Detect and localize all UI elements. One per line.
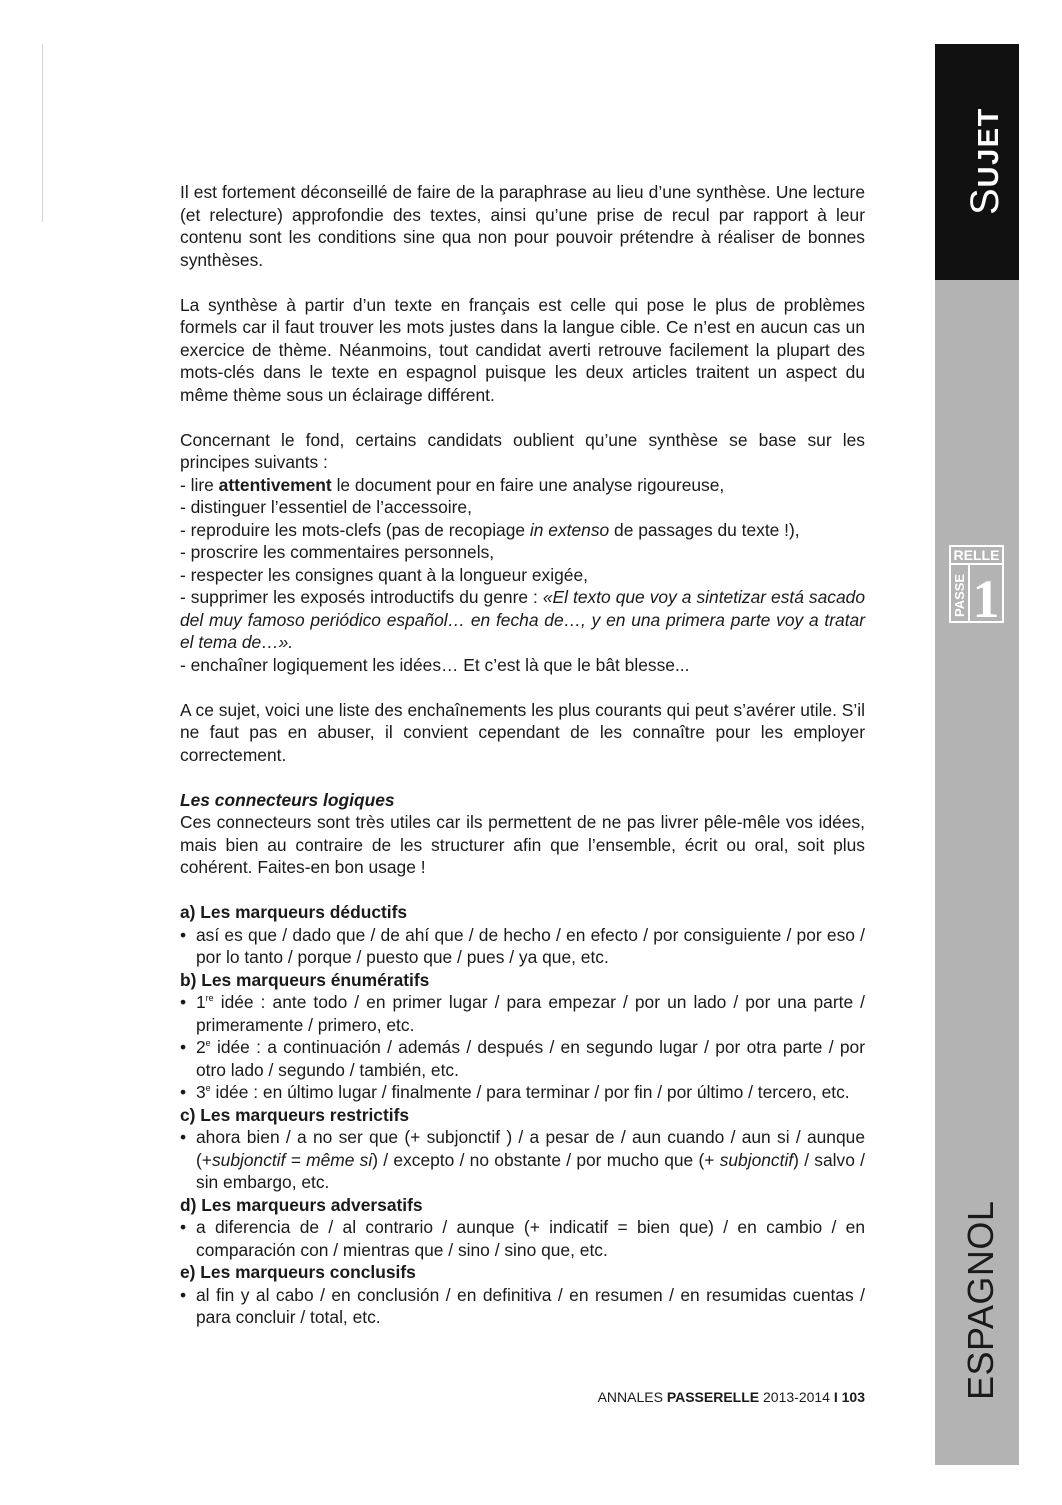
paragraph-synthese-francais: La synthèse à partir d’un texte en français est celle qui pose le plus de problèmes formels car il faut trouver les mots justes dans la langue cible. Ce n’est en aucun cas un exercice de thème. Néanmoins, tout candidat averti retrouve facilement la plupart des mots-clés dans le texte en espagnol puisque les deux articles traitent un aspect du même thème sous un éclairage différent. [180, 294, 865, 405]
connecteurs-title: Les connecteurs logiques [180, 789, 395, 810]
connecteurs-text: Ces connecteurs sont très utiles car ils permettent de ne pas livrer pêle-mêle vos idées, mais bien au contraire de les structurer afin que l’ensemble, écrit ou oral, soit plus cohérent. Faites-en bon usage ! [180, 812, 865, 877]
list-item: • a diferencia de / al contrario / aunque (+ indicatif = bien que) / en cambio / en comparación con / mientras que / sino / sino que, etc. [180, 1217, 865, 1260]
principle-item: - supprimer les exposés introductifs du genre : «El texto que voy a sintetizar está sacado del muy famoso periódico español… en fecha de…, y en una primera parte voy a tratar el tema de…». [180, 587, 866, 652]
paragraph-enchainements: A ce sujet, voici une liste des enchaînements les plus courants qui peut s’avérer utile. S’il ne faut pas en abuser, il convient cependant de les connaître pour les employer correctement. [180, 699, 865, 765]
principle-item: - reproduire les mots-clefs (pas de recopiage in extenso de passages du texte !), [180, 519, 800, 540]
connecteurs-block [180, 789, 865, 879]
markers-title-enumeratifs: b) Les marqueurs énumératifs [180, 969, 430, 990]
main-text [180, 181, 865, 1329]
list-item: • 2e idée : a continuación / además / después / en segundo lugar / por otra parte / por otro lado / segundo / también, etc. [180, 1037, 865, 1080]
markers-title-restrictifs: c) Les marqueurs restrictifs [180, 1104, 410, 1125]
principles-block [180, 429, 865, 677]
subject-label: ESPAGNOL [960, 1200, 1001, 1400]
page-number: 103 [837, 1389, 865, 1405]
list-item: • 3e idée : en último lugar / finalmente / para terminar / por fin / por último / tercero, etc. [180, 1082, 850, 1102]
paragraph-paraphrase: Il est fortement déconseillé de faire de la paraphrase au lieu d’une synthèse. Une lecture (et relecture) approfondie des textes, ainsi qu’une prise de recul par rapport à leur contenu sont les conditions sine qua non pour pouvoir prétendre à réaliser de bonnes synthèses. [180, 182, 865, 270]
principle-item: - enchaîner logiquement les idées… Et c’est là que le bât blesse... [180, 654, 690, 675]
principle-item: - respecter les consignes quant à la longueur exigée, [180, 564, 588, 585]
principles-intro: Concernant le fond, certains candidats oublient qu’une synthèse se base sur les principes suivants : [180, 429, 865, 472]
principle-item: - lire attentivement le document pour en faire une analyse rigoureuse, [180, 474, 725, 495]
markers-title-conclusifs: e) Les marqueurs conclusifs [180, 1262, 416, 1282]
passerelle-logo [949, 545, 1004, 623]
logo-number: 1 [972, 569, 1000, 623]
principle-item: - distinguer l’essentiel de l’accessoire, [180, 497, 472, 517]
list-item: • así es que / dado que / de ahí que / de hecho / en efecto / por consiguiente / por eso / por lo tanto / porque / puesto que / pues / ya que, etc. [180, 924, 865, 967]
page-footer: ANNALES PASSERELLE 2013-2014 I 103 [597, 1389, 865, 1405]
principle-item: - proscrire les commentaires personnels, [180, 542, 495, 562]
logo-top-text: RELLE [953, 547, 1000, 563]
list-item: • al fin y al cabo / en conclusión / en definitiva / en resumen / en resumidas cuentas / para concluir / total, etc. [180, 1284, 865, 1327]
logo-side-text: PASSE [952, 573, 967, 617]
markers-title-deductifs: a) Les marqueurs déductifs [180, 902, 408, 922]
list-item: • ahora bien / a no ser que (+ subjonctif ) / a pesar de / aun cuando / aun si / aunque (+subjonctif = même si) / excepto / no obstante / por mucho que (+ subjonctif) / salvo / sin embargo, etc. [180, 1127, 865, 1192]
markers-title-adversatifs: d) Les marqueurs adversatifs [180, 1194, 423, 1215]
section-label: SUJET [963, 107, 1007, 215]
list-item: • 1re idée : ante todo / en primer lugar / para empezar / por un lado / por una parte / primeramente / primero, etc. [180, 992, 865, 1035]
crop-mark [42, 44, 43, 222]
